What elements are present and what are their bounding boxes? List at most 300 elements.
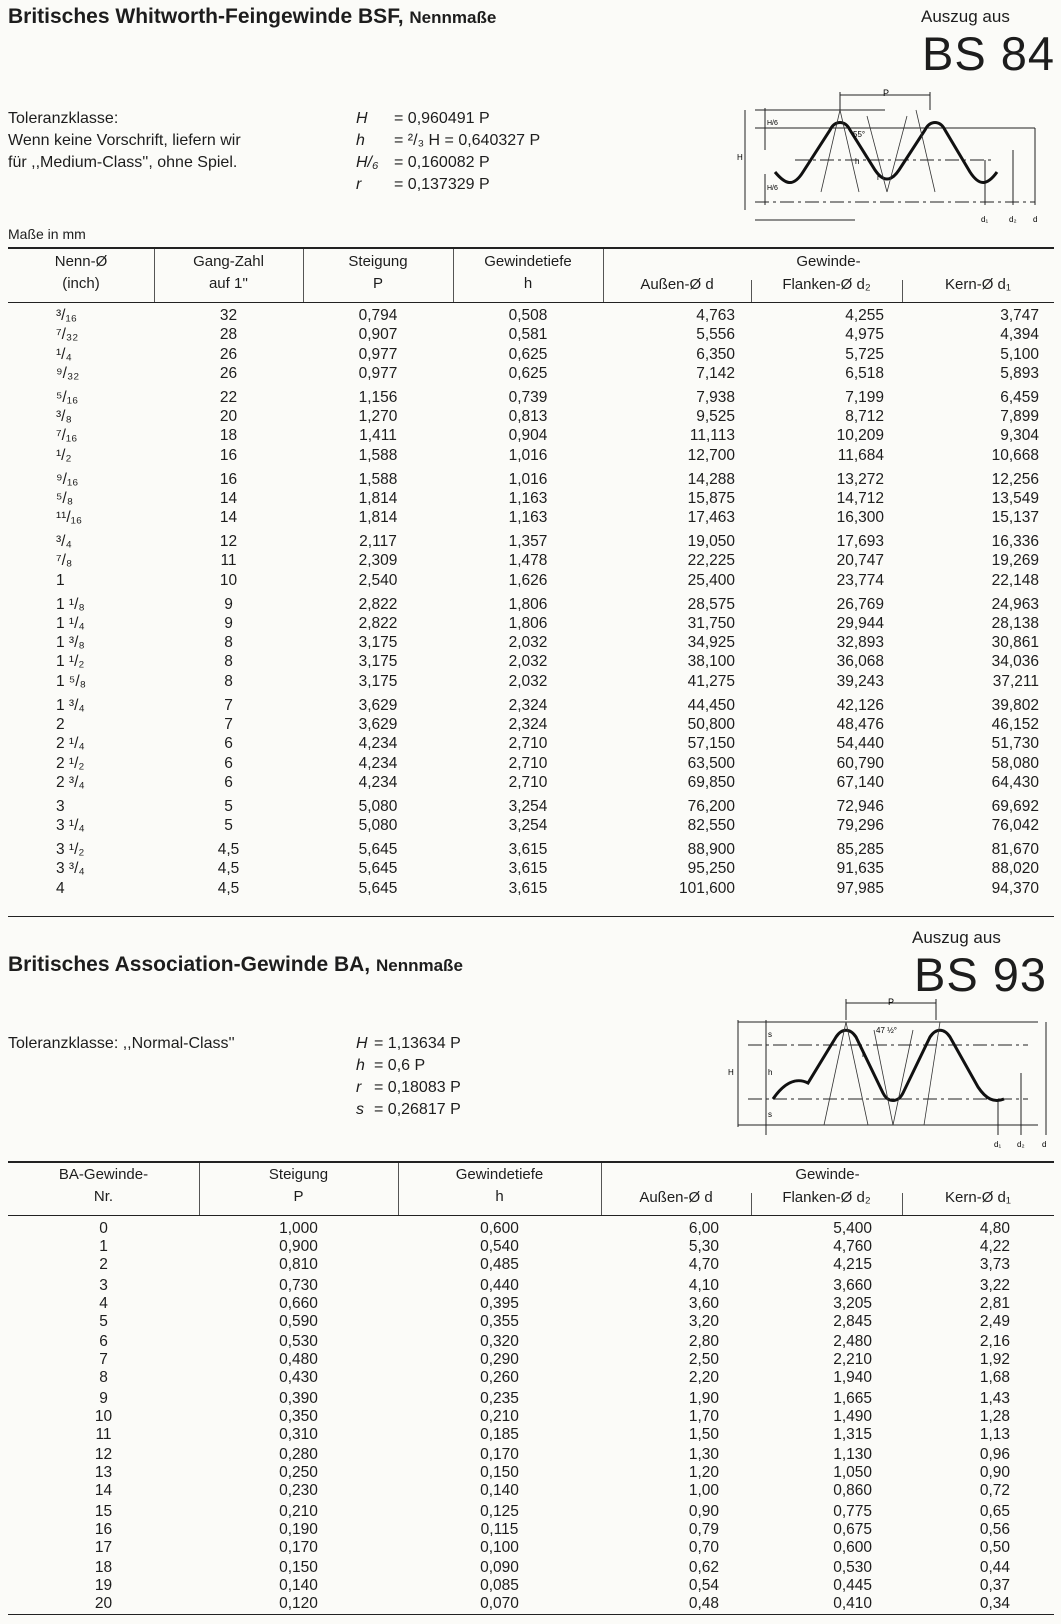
- svg-text:h: h: [855, 157, 860, 166]
- table-cell: 0,150: [480, 1464, 519, 1482]
- table-cell: 0,390: [279, 1389, 318, 1407]
- table-cell: 4,5: [217, 841, 240, 858]
- table-cell: 0,530: [833, 1559, 872, 1576]
- table-cell: 7,142: [696, 364, 735, 382]
- table-cell: 4,5: [217, 860, 240, 878]
- table-cell: 44,450: [687, 696, 735, 714]
- svg-text:d₁: d₁: [981, 215, 989, 224]
- table-cell: 0,44: [979, 1559, 1010, 1576]
- table-cell: 0,730: [279, 1276, 318, 1294]
- table-cell: 1,050: [833, 1464, 872, 1482]
- table-cell: 8: [224, 672, 233, 690]
- ba-tolerance: Toleranzklasse: ,,Normal-Class'': [8, 1035, 235, 1052]
- table-cell: 0,430: [279, 1369, 318, 1387]
- table-cell: 7: [224, 715, 233, 733]
- table-cell: ¹/₂: [56, 446, 72, 464]
- table-cell: 19,050: [687, 533, 735, 551]
- table-cell: 4,215: [833, 1256, 872, 1274]
- table-cell: 1: [99, 1238, 108, 1256]
- table-cell: 3,175: [358, 653, 398, 671]
- table-cell: 2,710: [508, 735, 548, 753]
- table-cell: 16,336: [991, 533, 1039, 551]
- table-cell: 30,861: [991, 634, 1039, 652]
- ba-row-group: [8, 1390, 1054, 1444]
- table-cell: 0,48: [688, 1595, 719, 1613]
- bsf-header-gang: Gang-Zahl auf 1'': [193, 253, 264, 292]
- table-cell: 0,260: [480, 1369, 519, 1387]
- table-cell: 3,20: [688, 1312, 719, 1330]
- table-cell: 20: [94, 1595, 113, 1613]
- table-cell: 0,485: [480, 1256, 519, 1274]
- table-cell: 13,549: [991, 489, 1039, 507]
- table-cell: 1 ³/₄: [56, 696, 85, 714]
- table-cell: 0,115: [480, 1520, 519, 1538]
- table-cell: 0,170: [480, 1446, 519, 1463]
- table-cell: 12: [94, 1446, 113, 1463]
- table-cell: 8: [224, 653, 233, 671]
- table-cell: 3,73: [979, 1256, 1010, 1274]
- svg-text:47 ½°: 47 ½°: [876, 1026, 897, 1035]
- table-cell: 7,199: [845, 388, 884, 406]
- table-cell: 9,304: [1000, 427, 1039, 445]
- table-row: [8, 1426, 1054, 1444]
- table-cell: 0,900: [279, 1238, 318, 1256]
- table-cell: 0: [99, 1220, 108, 1237]
- ba-header-flanken: Flanken-Ø d₂: [782, 1189, 871, 1206]
- table-cell: 0,625: [508, 364, 548, 382]
- table-cell: 1,43: [979, 1389, 1010, 1407]
- table-cell: 5,080: [358, 817, 398, 835]
- table-cell: 24,963: [991, 595, 1039, 613]
- table-cell: 1,20: [688, 1464, 719, 1482]
- table-row: [8, 1351, 1054, 1369]
- table-cell: 1,814: [358, 509, 398, 527]
- table-row: [8, 1369, 1054, 1387]
- table-cell: 0,290: [480, 1351, 519, 1369]
- table-cell: 20: [219, 408, 238, 426]
- table-cell: 0,250: [279, 1464, 318, 1482]
- table-cell: ⁵/₁₆: [56, 388, 79, 406]
- table-cell: 1,28: [979, 1407, 1010, 1425]
- table-cell: 36,068: [836, 653, 884, 671]
- table-cell: 5,080: [358, 797, 398, 815]
- table-row: [8, 489, 1053, 508]
- table-cell: 14,712: [836, 489, 884, 507]
- table-cell: 3,629: [358, 696, 398, 714]
- table-cell: 3 ¹/₄: [56, 817, 85, 835]
- table-row: [8, 816, 1053, 835]
- table-cell: 23,774: [836, 571, 884, 589]
- table-cell: 4,22: [979, 1238, 1010, 1256]
- table-cell: 48,476: [836, 715, 884, 733]
- table-cell: 0,440: [480, 1276, 519, 1294]
- table-cell: 5: [99, 1312, 108, 1330]
- table-cell: 3,254: [508, 797, 548, 815]
- bsf-row-group: [8, 306, 1053, 383]
- table-cell: 0,235: [480, 1389, 519, 1407]
- table-cell: 1,588: [358, 446, 398, 464]
- table-cell: 4,760: [833, 1238, 872, 1256]
- table-cell: 0,530: [279, 1333, 318, 1350]
- table-cell: 22: [219, 388, 238, 406]
- table-cell: 5,645: [358, 860, 398, 878]
- table-cell: 60,790: [836, 754, 884, 772]
- table-cell: 51,730: [991, 735, 1039, 753]
- table-cell: 2,117: [359, 533, 397, 551]
- table-cell: 67,140: [836, 773, 884, 791]
- table-cell: 12,700: [687, 446, 735, 464]
- table-cell: 54,440: [836, 735, 884, 753]
- table-cell: 0,508: [508, 307, 548, 324]
- table-cell: 4,234: [358, 754, 398, 772]
- bsf-formulas: H = 0,960491 P h = ²/₃ H = 0,640327 P H/₆ = 0,160082 P r = 0,137329 P: [356, 110, 541, 193]
- table-cell: 58,080: [991, 754, 1039, 772]
- table-row: [8, 325, 1053, 344]
- table-cell: 2,845: [833, 1312, 872, 1330]
- table-cell: 0,540: [480, 1238, 519, 1256]
- table-cell: 2,032: [508, 634, 548, 652]
- table-cell: 22,148: [991, 571, 1039, 589]
- table-cell: 0,395: [480, 1294, 519, 1312]
- bsf-header-steigung: Steigung P: [348, 253, 408, 292]
- table-cell: 7,938: [696, 388, 735, 406]
- table-cell: ⁷/₃₂: [56, 326, 79, 344]
- table-cell: 2 ¹/₄: [56, 735, 85, 753]
- table-cell: 18: [94, 1559, 113, 1576]
- table-row: [8, 1595, 1054, 1613]
- table-cell: 0,62: [688, 1559, 719, 1576]
- table-cell: ⁷/₈: [56, 552, 73, 570]
- svg-text:55°: 55°: [853, 130, 866, 139]
- table-cell: 16: [219, 446, 238, 464]
- table-cell: 1 ¹/₈: [56, 595, 85, 613]
- table-cell: 29,944: [836, 614, 884, 632]
- table-cell: 4: [99, 1294, 108, 1312]
- table-cell: 1,00: [688, 1482, 719, 1500]
- table-cell: 0,140: [279, 1577, 318, 1595]
- table-cell: 64,430: [991, 773, 1039, 791]
- table-cell: 4,234: [358, 773, 398, 791]
- table-row: [8, 879, 1053, 898]
- table-cell: 2,822: [358, 614, 398, 632]
- table-cell: 69,850: [687, 773, 735, 791]
- table-cell: 5,645: [358, 841, 398, 858]
- ba-header-steigung: Steigung P: [268, 1166, 329, 1205]
- ba-row-group: [8, 1446, 1054, 1500]
- table-cell: 0,350: [279, 1407, 318, 1425]
- table-cell: 6: [224, 754, 233, 772]
- table-cell: 76,200: [687, 797, 735, 815]
- table-cell: 2,20: [688, 1369, 719, 1387]
- table-cell: 91,635: [836, 860, 884, 878]
- table-cell: 1 ⁵/₈: [56, 672, 87, 690]
- table-cell: 2: [99, 1256, 108, 1274]
- table-cell: 6,459: [1000, 388, 1039, 406]
- table-cell: 1,665: [833, 1389, 872, 1407]
- svg-text:P: P: [888, 997, 895, 1007]
- table-cell: 5,893: [1000, 364, 1039, 382]
- table-row: [8, 633, 1053, 652]
- bsf-row-group: [8, 840, 1053, 898]
- table-cell: 2,309: [358, 552, 398, 570]
- table-cell: 0,775: [833, 1502, 872, 1520]
- table-cell: 0,120: [279, 1595, 318, 1613]
- table-cell: 4,975: [845, 326, 884, 344]
- table-cell: 1,478: [508, 552, 548, 570]
- table-row: [8, 508, 1053, 527]
- svg-text:H: H: [728, 1068, 734, 1077]
- svg-text:H/6: H/6: [767, 120, 778, 127]
- table-cell: 5,100: [1000, 345, 1039, 363]
- table-cell: 34,036: [991, 653, 1039, 671]
- table-cell: 88,020: [991, 860, 1039, 878]
- table-cell: 0,675: [833, 1520, 872, 1538]
- table-cell: 88,900: [687, 841, 735, 858]
- table-cell: 0,977: [358, 364, 398, 382]
- table-cell: 2,210: [833, 1351, 872, 1369]
- table-row: [8, 571, 1053, 590]
- table-cell: 4,255: [845, 307, 884, 324]
- table-row: [8, 715, 1053, 734]
- table-cell: 6: [224, 735, 233, 753]
- table-cell: 0,210: [480, 1407, 519, 1425]
- table-cell: 10,209: [836, 427, 884, 445]
- table-row: [8, 1295, 1054, 1313]
- table-cell: 1,016: [508, 446, 548, 464]
- table-cell: 46,152: [991, 715, 1039, 733]
- table-cell: 32: [219, 307, 238, 324]
- table-cell: 15: [94, 1502, 113, 1520]
- table-row: [8, 1559, 1054, 1577]
- table-cell: 1,68: [979, 1369, 1010, 1387]
- table-cell: ³/₁₆: [56, 307, 77, 324]
- table-cell: 1,70: [688, 1407, 719, 1425]
- table-cell: 1,806: [508, 614, 548, 632]
- table-cell: 0,581: [508, 326, 548, 344]
- table-cell: 1 ¹/₂: [56, 653, 85, 671]
- table-cell: 0,70: [688, 1538, 719, 1556]
- table-cell: 5,725: [845, 345, 884, 363]
- table-cell: 0,860: [833, 1482, 872, 1500]
- table-cell: 25,400: [687, 571, 735, 589]
- bsf-units-note: Maße in mm: [8, 226, 86, 242]
- table-cell: 18: [219, 427, 238, 445]
- table-cell: ³/₈: [56, 408, 72, 426]
- table-cell: 6: [224, 773, 233, 791]
- table-row: [8, 470, 1053, 489]
- table-cell: 34,925: [687, 634, 735, 652]
- table-cell: 3,629: [358, 715, 398, 733]
- table-cell: 0,96: [979, 1446, 1010, 1463]
- svg-text:d₂: d₂: [1009, 215, 1017, 224]
- table-cell: 20,747: [836, 552, 884, 570]
- svg-text:d₁: d₁: [994, 1140, 1002, 1149]
- table-cell: 0,090: [480, 1559, 519, 1576]
- ba-formulas: H = 1,13634 P h = 0,6 P r = 0,18083 P s = 0,26817 P: [356, 1035, 461, 1118]
- table-cell: 9: [99, 1389, 108, 1407]
- table-cell: 2 ¹/₂: [56, 754, 85, 772]
- table-cell: 0,600: [480, 1220, 519, 1237]
- table-row: [8, 1238, 1054, 1256]
- svg-text:r: r: [862, 1050, 865, 1059]
- ba-title: Britisches Association-Gewinde BA, Nennmaße: [8, 953, 463, 976]
- table-cell: 0,65: [979, 1502, 1010, 1520]
- table-cell: 3 ¹/₂: [56, 841, 85, 858]
- table-cell: 9,525: [696, 408, 735, 426]
- table-cell: 8: [224, 634, 233, 652]
- table-cell: 0,410: [833, 1595, 872, 1613]
- table-row: [8, 652, 1053, 671]
- table-cell: 1 ¹/₄: [56, 614, 85, 632]
- table-cell: 0,90: [688, 1502, 719, 1520]
- table-cell: 0,72: [979, 1482, 1010, 1500]
- table-cell: 0,190: [279, 1520, 318, 1538]
- table-cell: 7: [99, 1351, 108, 1369]
- table-cell: 5,400: [833, 1220, 872, 1237]
- table-cell: 1,588: [358, 470, 398, 488]
- table-cell: 1,270: [358, 408, 398, 426]
- table-cell: 5: [224, 817, 233, 835]
- bsf-header-gewinde: Gewinde-: [796, 253, 861, 270]
- table-row: [8, 595, 1053, 614]
- table-cell: 6,518: [845, 364, 884, 382]
- table-cell: 0,185: [480, 1425, 519, 1443]
- table-cell: 2: [56, 715, 65, 733]
- table-cell: 6: [99, 1333, 108, 1350]
- table-cell: 16: [94, 1520, 113, 1538]
- table-cell: 2 ³/₄: [56, 773, 85, 791]
- table-cell: 0,210: [279, 1502, 318, 1520]
- ba-row-group: [8, 1333, 1054, 1387]
- svg-text:d: d: [1033, 215, 1038, 224]
- svg-text:s: s: [768, 1110, 772, 1119]
- table-cell: 69,692: [991, 797, 1039, 815]
- table-cell: 81,670: [991, 841, 1039, 858]
- table-cell: 0,79: [688, 1520, 719, 1538]
- table-cell: 1,90: [688, 1389, 719, 1407]
- table-cell: 8,712: [845, 408, 884, 426]
- table-cell: 1,130: [833, 1446, 872, 1463]
- table-row: [8, 614, 1053, 633]
- table-row: [8, 551, 1053, 570]
- ba-thread-diagram: [728, 995, 1056, 1155]
- table-cell: ³/₄: [56, 533, 72, 551]
- table-cell: 28,575: [687, 595, 735, 613]
- bsf-row-group: [8, 595, 1053, 691]
- table-cell: 0,37: [979, 1577, 1010, 1595]
- table-cell: 0,977: [358, 345, 398, 363]
- table-cell: 5: [224, 797, 233, 815]
- table-cell: 3,22: [979, 1276, 1010, 1294]
- table-row: [8, 754, 1053, 773]
- table-cell: 0,320: [480, 1333, 519, 1350]
- table-cell: 17,463: [687, 509, 735, 527]
- table-cell: 1,163: [508, 489, 548, 507]
- table-row: [8, 345, 1053, 364]
- table-cell: 0,904: [508, 427, 548, 445]
- table-cell: 0,813: [508, 408, 548, 426]
- ba-row-group: [8, 1559, 1054, 1613]
- svg-text:s: s: [768, 1030, 772, 1039]
- svg-text:h: h: [768, 1068, 773, 1077]
- bsf-title: Britisches Whitworth-Feingewinde BSF, Nennmaße: [8, 5, 497, 28]
- table-cell: 3,254: [508, 817, 548, 835]
- table-cell: 1,30: [688, 1446, 719, 1463]
- table-cell: 1,50: [688, 1425, 719, 1443]
- table-cell: 2,324: [508, 715, 548, 733]
- svg-text:H: H: [737, 153, 743, 162]
- table-cell: 1: [56, 571, 65, 589]
- bsf-tolerance: Toleranzklasse: Wenn keine Vorschrift, liefern wir für ,,Medium-Class'', ohne Spiel.: [8, 110, 241, 171]
- table-cell: 3 ³/₄: [56, 860, 85, 878]
- table-cell: 11: [220, 552, 237, 570]
- table-cell: 1,315: [833, 1425, 872, 1443]
- table-cell: 0,739: [508, 388, 548, 406]
- table-row: [8, 859, 1053, 878]
- table-cell: 1,016: [508, 470, 548, 488]
- table-cell: 19,269: [991, 552, 1039, 570]
- table-cell: 4,763: [696, 307, 735, 324]
- table-row: [8, 1446, 1054, 1464]
- table-cell: 14: [219, 509, 238, 527]
- table-cell: 5,30: [688, 1238, 719, 1256]
- table-cell: 0,794: [358, 307, 398, 324]
- table-cell: 4,80: [979, 1220, 1010, 1237]
- table-cell: 0,810: [279, 1256, 318, 1274]
- bsf-header-tiefe: Gewindetiefe h: [484, 253, 572, 292]
- table-cell: 1,92: [979, 1351, 1010, 1369]
- bsf-row-group: [8, 388, 1053, 465]
- table-cell: 57,150: [687, 735, 735, 753]
- table-cell: 1,940: [833, 1369, 872, 1387]
- bsf-thread-diagram: [735, 80, 1055, 230]
- table-cell: 82,550: [687, 817, 735, 835]
- table-cell: 0,125: [480, 1502, 519, 1520]
- table-cell: ⁷/₁₆: [56, 427, 78, 445]
- table-cell: ¹¹/₁₆: [56, 509, 83, 527]
- table-cell: 12,256: [991, 470, 1039, 488]
- table-cell: 3,60: [688, 1294, 719, 1312]
- table-cell: 17: [94, 1538, 113, 1556]
- table-cell: 5,645: [358, 879, 398, 897]
- table-row: [8, 840, 1053, 859]
- table-cell: 0,590: [279, 1312, 318, 1330]
- table-cell: 3,175: [358, 634, 398, 652]
- table-cell: 1,814: [358, 489, 398, 507]
- table-row: [8, 1333, 1054, 1351]
- table-cell: 2,80: [688, 1333, 719, 1350]
- table-cell: 22,225: [687, 552, 735, 570]
- table-row: [8, 797, 1053, 816]
- bsf-row-group: [8, 532, 1053, 590]
- table-cell: 6,00: [688, 1220, 719, 1237]
- table-cell: 5,556: [696, 326, 735, 344]
- table-cell: 15,875: [687, 489, 735, 507]
- table-cell: 50,800: [687, 715, 735, 733]
- table-cell: 1,156: [358, 388, 398, 406]
- table-cell: 94,370: [991, 879, 1039, 897]
- table-cell: 17,693: [836, 533, 884, 551]
- table-cell: 2,81: [979, 1294, 1010, 1312]
- table-cell: 10,668: [991, 446, 1039, 464]
- table-cell: 0,50: [979, 1538, 1010, 1556]
- table-row: [8, 1539, 1054, 1557]
- table-cell: 1,000: [279, 1220, 318, 1237]
- table-cell: 4,234: [358, 735, 398, 753]
- table-cell: 42,126: [836, 696, 884, 714]
- table-row: [8, 696, 1053, 715]
- ba-row-group: [8, 1220, 1054, 1274]
